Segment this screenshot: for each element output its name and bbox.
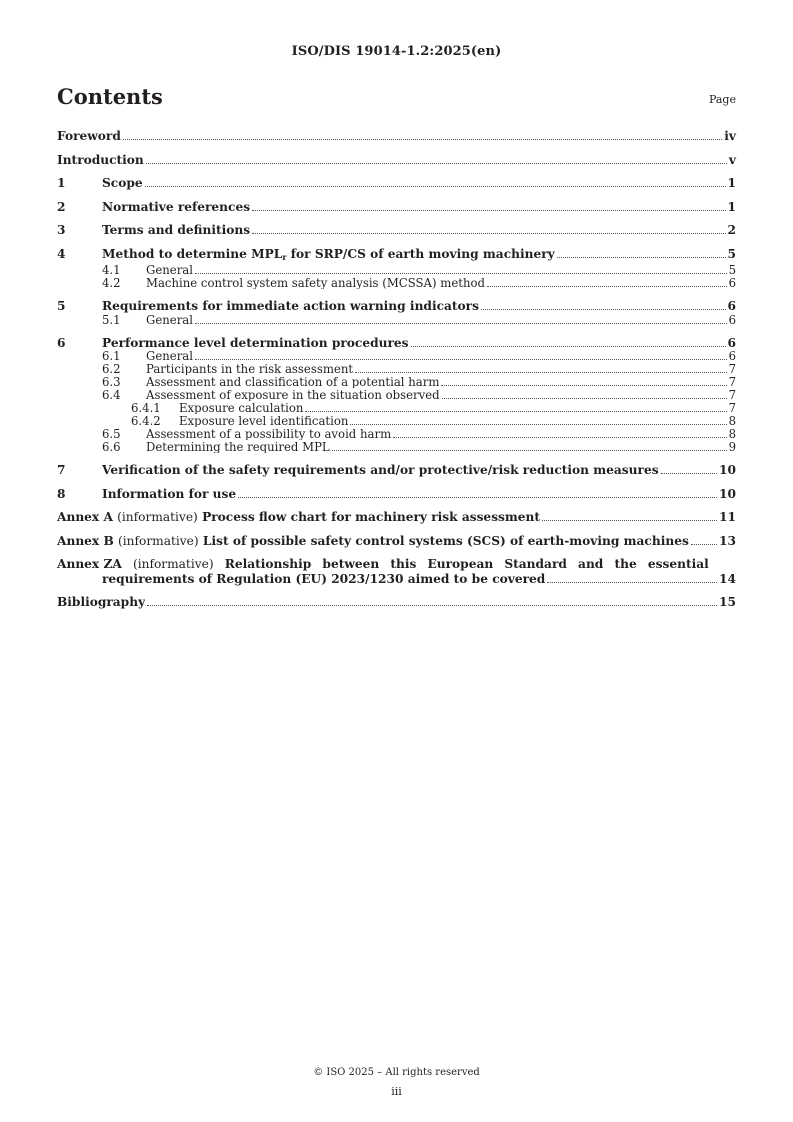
toc-entry-page: 6 — [728, 312, 736, 327]
copyright-notice: © ISO 2025 – All rights reserved — [313, 1067, 480, 1078]
annex-title-word: this — [390, 557, 417, 571]
toc-entry-title: General — [146, 350, 193, 363]
toc-entry-performance-level[interactable] — [57, 336, 736, 351]
toc-entry-page: 8 — [728, 427, 736, 441]
annex-title-word: essential — [647, 557, 709, 571]
toc-entry-6-2-participants[interactable] — [57, 363, 736, 376]
toc-entry-number: 4.1 — [102, 263, 121, 277]
toc-entry-6-6-required-mpl[interactable] — [57, 441, 736, 454]
toc-entry-number: 6.4.1 — [131, 401, 161, 415]
toc-entry-page: 15 — [719, 595, 736, 609]
leader-dots — [145, 186, 726, 187]
annex-title: requirements of Regulation (EU) 2023/1230 aimed to be covered — [102, 571, 546, 586]
toc-entry-title: Scope — [102, 176, 143, 190]
toc-entry-page: v — [728, 152, 736, 167]
toc-entry-title: Performance level determination procedures — [102, 335, 409, 350]
toc-entry-number: 5 — [57, 299, 66, 313]
leader-dots — [305, 411, 726, 412]
toc-entry-4-2-mcssa[interactable] — [57, 277, 736, 290]
toc-entry-page: 9 — [728, 440, 736, 454]
toc-entry-page: 1 — [727, 199, 736, 214]
toc-entry-number: 6.2 — [102, 362, 121, 376]
toc-entry-number: 4 — [57, 246, 66, 261]
toc-entry-title: General — [146, 313, 193, 326]
annex-title-word: Standard — [504, 557, 567, 571]
toc-entry-number: 6.5 — [102, 427, 121, 441]
toc-entry-verification[interactable] — [57, 463, 736, 478]
toc-entry-terms-and-definitions[interactable] — [57, 223, 736, 238]
toc-entry-6-5-avoid-harm[interactable] — [57, 428, 736, 441]
toc-entry-annex-b[interactable] — [57, 534, 736, 549]
toc-entry-page: 1 — [727, 176, 736, 190]
toc-entry-page: 6 — [727, 299, 736, 313]
toc-entry-number: 6.3 — [102, 375, 121, 389]
toc-entry-number: 6 — [57, 335, 66, 350]
toc-entry-warning-indicators[interactable] — [57, 299, 736, 314]
toc-entry-page: 14 — [719, 571, 736, 586]
toc-entry-page: 7 — [728, 388, 736, 402]
toc-entry-number: 3 — [57, 223, 66, 237]
toc-entry-scope[interactable] — [57, 176, 736, 191]
annex-za-first-line — [57, 557, 736, 572]
toc-entry-page: 5 — [727, 246, 736, 261]
annex-type: (informative) — [118, 533, 199, 548]
toc-entry-6-3-harm[interactable] — [57, 376, 736, 389]
toc-entry-page: 10 — [719, 463, 736, 477]
toc-entry-title: Assessment of exposure in the situation observed — [146, 389, 440, 402]
toc-entry-title: Assessment of a possibility to avoid harm — [146, 428, 392, 441]
toc-entry-title: Participants in the risk assessment — [146, 363, 354, 376]
toc-entry-page: 10 — [719, 486, 736, 501]
leader-dots — [393, 437, 726, 438]
toc-entry-number: 7 — [57, 463, 66, 477]
leader-dots — [557, 257, 726, 258]
leader-dots — [252, 210, 725, 211]
leader-dots — [238, 497, 717, 498]
toc-entry-title: Information for use — [102, 486, 237, 501]
toc-entry-title: Normative references — [102, 199, 251, 214]
leader-dots — [411, 346, 726, 347]
toc-entry-page: 2 — [727, 223, 736, 237]
leader-dots — [195, 359, 727, 360]
toc-entry-annex-a[interactable] — [57, 510, 736, 525]
toc-entry-title: Determining the required MPL — [146, 441, 330, 454]
toc-entry-number: 6.4 — [102, 388, 121, 402]
leader-dots — [350, 424, 726, 425]
toc-entry-5-1-general[interactable] — [57, 314, 736, 327]
annex-title-word: between — [322, 557, 380, 571]
toc-entry-number: 5.1 — [102, 312, 121, 327]
annex-label: Annex ZA — [57, 557, 122, 571]
toc-entry-number: 4.2 — [102, 276, 121, 290]
leader-dots — [661, 473, 717, 474]
annex-title-word: Relationship — [224, 557, 312, 571]
leader-dots — [146, 163, 727, 164]
spacer — [720, 557, 736, 572]
document-id: ISO/DIS 19014-1.2:2025(en) — [291, 44, 502, 59]
toc-entry-title: Foreword — [57, 129, 121, 143]
toc-entry-foreword[interactable] — [57, 129, 736, 144]
leader-dots — [355, 372, 727, 373]
toc-entry-number: 6.4.2 — [131, 414, 161, 428]
toc-entry-6-4-2-exposure-level[interactable] — [57, 415, 736, 428]
toc-entry-bibliography[interactable] — [57, 595, 736, 610]
toc-entry-page: 7 — [728, 375, 736, 389]
toc-entry-information-for-use[interactable] — [57, 487, 736, 502]
page-number: iii — [391, 1085, 402, 1098]
toc-entry-title — [57, 510, 540, 525]
leader-dots — [547, 582, 717, 583]
leader-dots — [123, 139, 722, 140]
toc-entry-page: 5 — [728, 263, 736, 277]
toc-entry-title: Bibliography — [57, 595, 146, 609]
toc-entry-title — [57, 534, 689, 549]
toc-entry-title: Exposure calculation — [179, 402, 304, 415]
annex-type: (informative) — [117, 510, 198, 524]
toc-entry-number: 6.1 — [102, 349, 121, 363]
toc-entry-page: 6 — [728, 349, 736, 363]
annex-label: Annex A — [57, 510, 113, 524]
page-column-label: Page — [708, 93, 736, 106]
table-of-contents — [57, 129, 736, 610]
toc-entry-normative-references[interactable] — [57, 200, 736, 215]
toc-entry-page: 11 — [719, 510, 736, 524]
toc-entry-title: Introduction — [57, 152, 144, 167]
leader-dots — [542, 520, 717, 521]
toc-entry-title: General — [146, 264, 193, 277]
toc-entry-annex-za[interactable] — [57, 557, 736, 586]
toc-entry-title: Exposure level identification — [179, 415, 349, 428]
toc-entry-page: 13 — [719, 533, 736, 548]
toc-entry-page: 7 — [728, 362, 736, 376]
toc-entry-method-mpl[interactable] — [57, 247, 736, 265]
toc-entry-6-1-general[interactable] — [57, 350, 736, 363]
toc-entry-number: 1 — [57, 176, 66, 190]
annex-type: (informative) — [132, 557, 214, 571]
toc-entry-page: 7 — [728, 401, 736, 415]
toc-entry-number: 8 — [57, 486, 66, 501]
annex-label: Annex B — [57, 533, 114, 548]
leader-dots — [332, 450, 727, 451]
leader-dots — [147, 605, 717, 606]
leader-dots — [487, 286, 727, 287]
toc-entry-page: iv — [724, 129, 736, 143]
toc-entry-title: Method to determine $MPL_r$ for SRP/CS of earth moving machinery — [102, 246, 555, 262]
annex-title-word: European — [427, 557, 494, 571]
toc-entry-title: Verification of the safety requirements and/or protective/risk reduction measures — [102, 463, 659, 477]
annex-title-word: the — [614, 557, 637, 571]
leader-dots — [442, 398, 727, 399]
contents-heading: Contents — [57, 84, 163, 109]
toc-entry-title: Assessment and classification of a potential harm — [146, 376, 440, 389]
leader-dots — [481, 309, 726, 310]
annex-title: Process flow chart for machinery risk assessment — [202, 510, 541, 524]
toc-entry-title: Machine control system safety analysis (MCSSA) method — [146, 277, 486, 290]
leader-dots — [252, 233, 725, 234]
leader-dots — [195, 323, 727, 324]
toc-entry-page: 6 — [727, 335, 736, 350]
toc-entry-title: Terms and definitions — [102, 223, 251, 237]
toc-entry-page: 6 — [728, 276, 736, 290]
leader-dots — [441, 385, 726, 386]
toc-entry-page: 8 — [728, 414, 736, 428]
annex-za-second-line — [57, 572, 736, 587]
toc-entry-4-1-general[interactable] — [57, 264, 736, 277]
annex-title: List of possible safety control systems (SCS) of earth-moving machines — [202, 533, 689, 548]
toc-entry-title: Requirements for immediate action warning indicators — [102, 299, 479, 313]
toc-entry-number: 2 — [57, 199, 66, 214]
leader-dots — [195, 273, 727, 274]
toc-entry-number: 6.6 — [102, 440, 121, 454]
leader-dots — [691, 544, 717, 545]
toc-entry-introduction[interactable] — [57, 153, 736, 168]
annex-title-word: and — [578, 557, 604, 571]
